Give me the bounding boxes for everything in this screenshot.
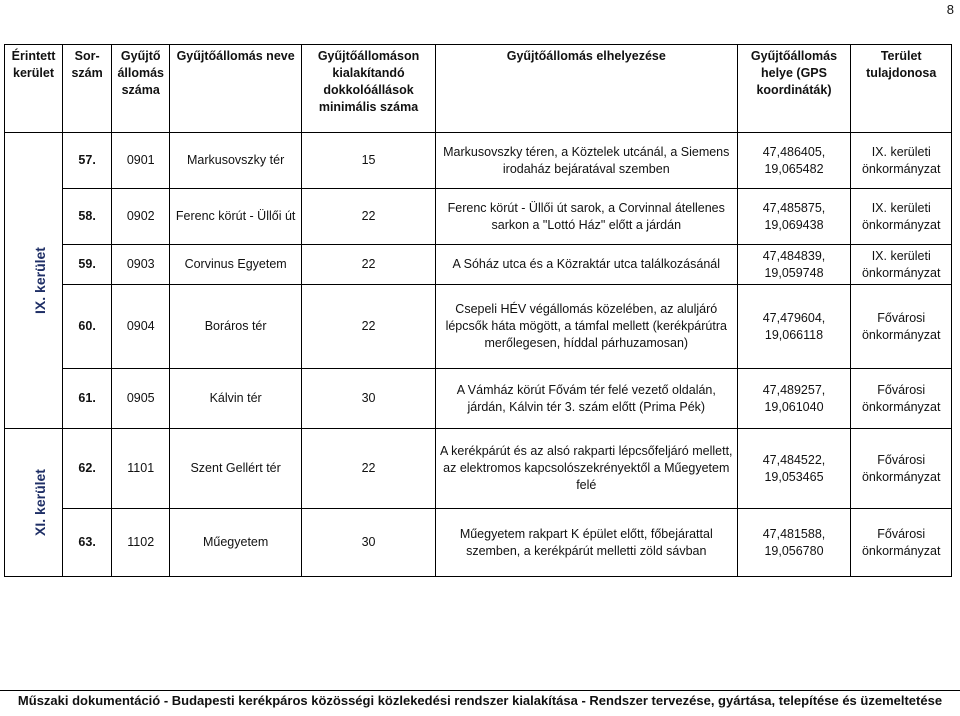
location-cell: A kerékpárút és az alsó rakparti lépcsőfeljáró mellett, az elektromos kapcsolószekrényektől a Műegyetem felé (436, 429, 738, 509)
gps-cell: 47,484522, 19,053465 (737, 429, 851, 509)
owner-cell: IX. kerületi önkormányzat (851, 133, 952, 189)
count-cell: 22 (302, 285, 436, 369)
name-cell: Markusovszky tér (170, 133, 302, 189)
seq-cell: 62. (63, 429, 112, 509)
count-cell: 15 (302, 133, 436, 189)
code-cell: 1102 (112, 509, 170, 577)
owner-cell: IX. kerületi önkormányzat (851, 189, 952, 245)
seq-cell: 63. (63, 509, 112, 577)
name-cell: Ferenc körút - Üllői út (170, 189, 302, 245)
owner-cell: IX. kerületi önkormányzat (851, 245, 952, 285)
table-row (5, 429, 952, 509)
table-row (5, 285, 952, 369)
name-cell: Kálvin tér (170, 369, 302, 429)
owner-cell: Fővárosi önkormányzat (851, 285, 952, 369)
gps-cell: 47,485875, 19,069438 (737, 189, 851, 245)
owner-cell: Fővárosi önkormányzat (851, 509, 952, 577)
count-cell: 22 (302, 189, 436, 245)
code-cell: 0904 (112, 285, 170, 369)
gps-cell: 47,481588, 19,056780 (737, 509, 851, 577)
location-cell: Markusovszky téren, a Köztelek utcánál, a Siemens irodaház bejáratával szemben (436, 133, 738, 189)
count-cell: 30 (302, 369, 436, 429)
gps-cell: 47,486405, 19,065482 (737, 133, 851, 189)
code-cell: 1101 (112, 429, 170, 509)
table-row (5, 189, 952, 245)
header-gps: Gyűjtőállomás helye (GPS koordináták) (737, 45, 851, 133)
seq-cell: 59. (63, 245, 112, 285)
location-cell: A Sóház utca és a Közraktár utca találkozásánál (436, 245, 738, 285)
count-cell: 22 (302, 245, 436, 285)
seq-cell: 57. (63, 133, 112, 189)
district-cell (5, 133, 63, 429)
gps-cell: 47,479604, 19,066118 (737, 285, 851, 369)
gps-cell: 47,484839, 19,059748 (737, 245, 851, 285)
table-row (5, 133, 952, 189)
owner-cell: Fővárosi önkormányzat (851, 429, 952, 509)
header-district: Érintett kerület (5, 45, 63, 133)
header-seq: Sor-szám (63, 45, 112, 133)
owner-cell: Fővárosi önkormányzat (851, 369, 952, 429)
footer-divider (0, 690, 960, 691)
station-table (4, 44, 952, 577)
district-label: XI. kerület (31, 468, 48, 536)
table-row (5, 509, 952, 577)
table-row (5, 245, 952, 285)
district-label: IX. kerület (31, 246, 48, 314)
name-cell: Műegyetem (170, 509, 302, 577)
code-cell: 0903 (112, 245, 170, 285)
code-cell: 0905 (112, 369, 170, 429)
seq-cell: 58. (63, 189, 112, 245)
district-cell (5, 429, 63, 577)
header-owner: Terület tulajdonosa (851, 45, 952, 133)
code-cell: 0902 (112, 189, 170, 245)
header-min-stands: Gyűjtőállomáson kialakítandó dokkolóállások minimális száma (302, 45, 436, 133)
table-header-row (5, 45, 952, 133)
count-cell: 30 (302, 509, 436, 577)
location-cell: A Vámház körút Fővám tér felé vezető oldalán, járdán, Kálvin tér 3. szám előtt (Prima Pék) (436, 369, 738, 429)
location-cell: Csepeli HÉV végállomás közelében, az aluljáró lépcsők háta mögött, a támfal mellett (kerékpárútra merőlegesen, híddal párhuzamosan) (436, 285, 738, 369)
table-row (5, 369, 952, 429)
page-number: 8 (946, 2, 954, 17)
location-cell: Ferenc körút - Üllői út sarok, a Corvinnal átellenes sarkon a "Lottó Ház" előtt a járdán (436, 189, 738, 245)
seq-cell: 60. (63, 285, 112, 369)
count-cell: 22 (302, 429, 436, 509)
location-cell: Műegyetem rakpart K épület előtt, főbejárattal szemben, a kerékpárút melletti zöld sávban (436, 509, 738, 577)
page-footer: Műszaki dokumentáció - Budapesti kerékpáros közösségi közlekedési rendszer kialakítása - Rendszer tervezése, gyártása, telepítése és üzemeltetése (17, 693, 943, 708)
name-cell: Boráros tér (170, 285, 302, 369)
header-station-no: Gyűjtő állomás száma (112, 45, 170, 133)
header-location: Gyűjtőállomás elhelyezése (436, 45, 738, 133)
seq-cell: 61. (63, 369, 112, 429)
gps-cell: 47,489257, 19,061040 (737, 369, 851, 429)
code-cell: 0901 (112, 133, 170, 189)
name-cell: Szent Gellért tér (170, 429, 302, 509)
name-cell: Corvinus Egyetem (170, 245, 302, 285)
header-station-name: Gyűjtőállomás neve (170, 45, 302, 133)
